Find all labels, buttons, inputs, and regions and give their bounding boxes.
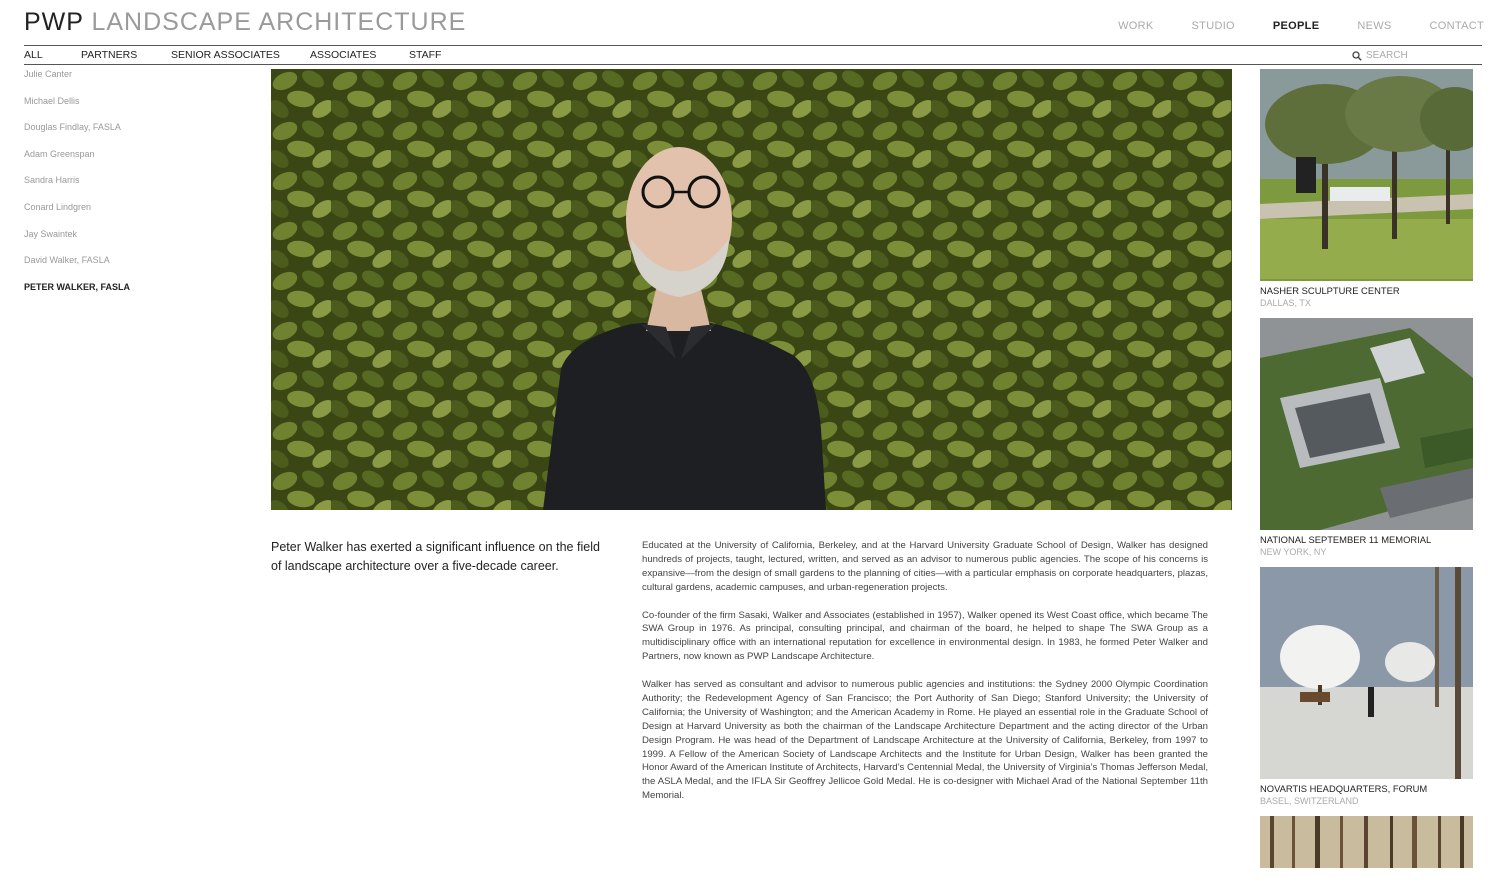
- project-thumbnail-novartis: [1260, 567, 1473, 779]
- person-peter-walker[interactable]: PETER WALKER, FASLA: [24, 281, 131, 292]
- nav-studio[interactable]: STUDIO: [1191, 20, 1235, 32]
- person-sandra-harris[interactable]: Sandra Harris: [24, 175, 80, 186]
- project-thumbnail-nasher: [1260, 69, 1473, 281]
- project-title-nasher: NASHER SCULPTURE CENTER: [1260, 285, 1400, 296]
- people-list: [24, 69, 130, 308]
- project-location-911-memorial: NEW YORK, NY: [1260, 547, 1327, 557]
- project-card-novartis[interactable]: [1260, 567, 1473, 807]
- project-thumbnail-911-memorial: [1260, 318, 1473, 530]
- memorial-thumbnail-image: [1260, 318, 1473, 530]
- filter-senior-associates[interactable]: SENIOR ASSOCIATES: [171, 49, 280, 61]
- nav-contact[interactable]: CONTACT: [1429, 20, 1484, 32]
- nav-news[interactable]: NEWS: [1357, 20, 1392, 32]
- person-conard-lindgren[interactable]: Conard Lindgren: [24, 201, 92, 212]
- bio-paragraph-3: Walker has served as consultant and advisor to numerous public agencies and institutions: the Sydney 2000 Olympic Coordination Authority; the Redevelopment Agency of San Francisco; the Port Authority of San Diego; Stanford University; the University of California; the University of Washington; and the American Academy in Rome. He played an essential role in the Graduate School of Design at Harvard University as both the chairman of the Landscape Architecture Department and the acting director of the Urban Design Program. He was head of the Department of Landscape Architecture at the University of California, Berkeley, from 1997 to 1999. A Fellow of the American Society of Landscape Architects and the Institute for Urban Design, Walker has been granted the Honor Award of the American Institute of Architects, Harvard’s Centennial Medal, the University of Virginia’s Thomas Jefferson Medal, the ASLA Medal, and the IFLA Sir Geoffrey Jellicoe Gold Medal. He is co-designer with Michael Arad of the National September 11th Memorial.: [642, 679, 1208, 802]
- nav-work[interactable]: WORK: [1118, 20, 1154, 32]
- person-michael-dellis[interactable]: Michael Dellis: [24, 95, 80, 106]
- project-4-thumbnail-image: [1260, 816, 1473, 868]
- project-thumbnail-4: [1260, 816, 1473, 868]
- logo-landscape-architecture: LANDSCAPE ARCHITECTURE: [91, 8, 467, 36]
- project-title-novartis: NOVARTIS HEADQUARTERS, FORUM: [1260, 783, 1428, 794]
- intro-statement: Peter Walker has exerted a significant influence on the field of landscape architecture over a five-decade career.: [271, 540, 600, 573]
- main-nav: [1118, 20, 1484, 32]
- project-card-911-memorial[interactable]: [1260, 318, 1473, 558]
- project-title-911-memorial: NATIONAL SEPTEMBER 11 MEMORIAL: [1260, 534, 1432, 545]
- filter-partners[interactable]: PARTNERS: [81, 49, 138, 61]
- person-david-walker[interactable]: David Walker, FASLA: [24, 255, 110, 266]
- hero-portrait-photo: [271, 69, 1232, 510]
- portrait-illustration: [271, 69, 1232, 510]
- bio-paragraph-2: Co-founder of the firm Sasaki, Walker and Associates (established in 1957), Walker opened its West Coast office, which became The SWA Group in 1976. As principal, consulting principal, and chairman of the board, he helped to shape The SWA Group as a multidisciplinary office with an international reputation for excellence in environmental design. In 1983, he formed Peter Walker and Partners, now known as PWP Landscape Architecture.: [642, 609, 1208, 663]
- people-filter-nav: [24, 49, 441, 61]
- person-adam-greenspan[interactable]: Adam Greenspan: [24, 148, 95, 159]
- header-rule-bottom: [24, 64, 1482, 65]
- person-jay-swaintek[interactable]: Jay Swaintek: [24, 228, 78, 239]
- project-card-nasher[interactable]: [1260, 69, 1473, 309]
- project-location-novartis: BASEL, SWITZERLAND: [1260, 796, 1359, 806]
- filter-all[interactable]: ALL: [24, 49, 43, 61]
- filter-associates[interactable]: ASSOCIATES: [310, 49, 377, 61]
- person-douglas-findlay[interactable]: Douglas Findlay, FASLA: [24, 122, 121, 133]
- site-logo[interactable]: [24, 8, 466, 37]
- nasher-thumbnail-image: [1260, 69, 1473, 281]
- search-box: [1352, 49, 1482, 62]
- search-input[interactable]: [1362, 50, 1476, 61]
- search-icon: [1352, 51, 1362, 61]
- project-card-4[interactable]: [1260, 816, 1473, 868]
- bio-paragraph-1: Educated at the University of California, Berkeley, and at the Harvard University Graduate School of Design, Walker has designed hundreds of projects, taught, lectured, written, and served as an advisor to numerous public agencies. The scope of his concerns is expansive—from the design of small gardens to the planning of cities—with a particular emphasis on corporate headquarters, plazas, cultural gardens, academic campuses, and urban-regeneration projects.: [642, 540, 1208, 593]
- filter-staff[interactable]: STAFF: [409, 49, 442, 61]
- novartis-thumbnail-image: [1260, 567, 1473, 779]
- header-rule-top: [24, 45, 1482, 46]
- biography: [642, 539, 1208, 817]
- nav-people[interactable]: PEOPLE: [1272, 20, 1320, 32]
- project-location-nasher: DALLAS, TX: [1260, 298, 1311, 308]
- person-julie-canter[interactable]: Julie Canter: [24, 69, 73, 79]
- logo-pwp: PWP: [24, 8, 84, 36]
